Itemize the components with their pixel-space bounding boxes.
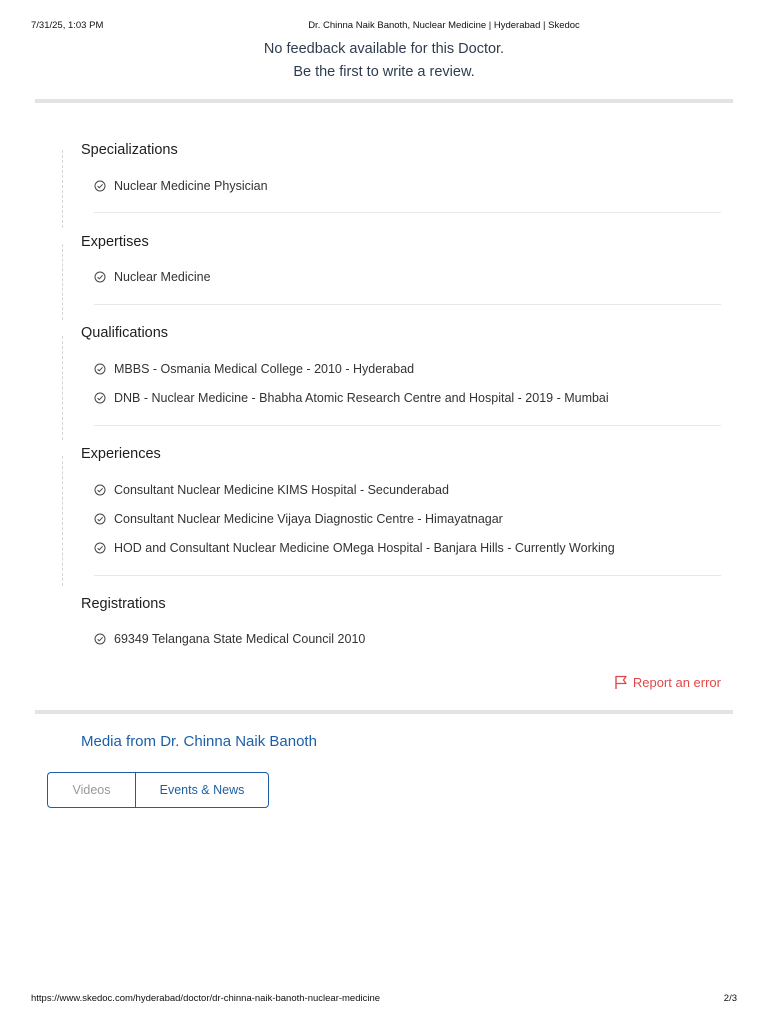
feedback-message: [0, 38, 768, 84]
section-divider: [35, 710, 733, 714]
print-header: [31, 20, 737, 32]
qualifications-title: Qualifications: [81, 325, 169, 341]
timeline-rail: [62, 456, 64, 586]
print-footer: [31, 993, 737, 1005]
specializations-title: Specializations: [81, 142, 178, 158]
print-page-number: 2/3: [723, 993, 737, 1004]
list-item: [94, 630, 365, 648]
report-error-label[interactable]: Report an error: [632, 675, 721, 690]
separator: [94, 575, 721, 576]
print-date: 7/31/25, 1:03 PM: [31, 20, 104, 31]
media-tabs: [47, 772, 269, 808]
check-circle-icon: [94, 392, 106, 404]
list-item-label: HOD and Consultant Nuclear Medicine OMega Hospital - Banjara Hills - Currently Working: [114, 541, 615, 555]
list-item: [94, 481, 449, 499]
list-item-label: 69349 Telangana State Medical Council 2010: [114, 632, 366, 646]
timeline-rail: [62, 150, 64, 228]
list-item-label: DNB - Nuclear Medicine - Bhabha Atomic Research Centre and Hospital - 2019 - Mumbai: [114, 391, 609, 405]
list-item: [94, 539, 615, 557]
flag-icon: [614, 675, 628, 690]
list-item-label: Nuclear Medicine Physician: [114, 179, 268, 193]
separator: [94, 304, 721, 305]
list-item: [94, 360, 414, 378]
report-error-link[interactable]: [614, 675, 721, 690]
check-circle-icon: [94, 484, 106, 496]
check-circle-icon: [94, 513, 106, 525]
feedback-line-2: Be the first to write a review.: [293, 64, 475, 80]
separator: [94, 425, 721, 426]
list-item: [94, 177, 268, 195]
registrations-title: Registrations: [81, 596, 166, 612]
list-item-label: MBBS - Osmania Medical College - 2010 - Hyderabad: [114, 362, 415, 376]
expertises-title: Expertises: [81, 234, 149, 250]
list-item-label: Consultant Nuclear Medicine KIMS Hospital - Secunderabad: [114, 483, 449, 497]
timeline-rail: [62, 244, 64, 320]
list-item: [94, 268, 211, 286]
check-circle-icon: [94, 271, 106, 283]
list-item: [94, 389, 609, 407]
print-page-title: Dr. Chinna Naik Banoth, Nuclear Medicine | Hyderabad | Skedoc: [308, 20, 580, 31]
list-item: [94, 510, 503, 528]
list-item-label: Nuclear Medicine: [114, 270, 211, 284]
feedback-line-1: No feedback available for this Doctor.: [263, 41, 505, 57]
check-circle-icon: [94, 542, 106, 554]
separator: [94, 212, 721, 213]
tab-videos[interactable]: Videos: [47, 772, 135, 808]
check-circle-icon: [94, 180, 106, 192]
tab-events-news[interactable]: Events & News: [135, 772, 269, 808]
timeline-rail: [62, 336, 64, 440]
section-divider: [35, 99, 733, 103]
check-circle-icon: [94, 363, 106, 375]
check-circle-icon: [94, 633, 106, 645]
print-url: https://www.skedoc.com/hyderabad/doctor/dr-chinna-naik-banoth-nuclear-medicine: [31, 993, 381, 1004]
media-title: Media from Dr. Chinna Naik Banoth: [81, 733, 317, 750]
experiences-title: Experiences: [81, 446, 161, 462]
list-item-label: Consultant Nuclear Medicine Vijaya Diagnostic Centre - Himayatnagar: [114, 512, 503, 526]
